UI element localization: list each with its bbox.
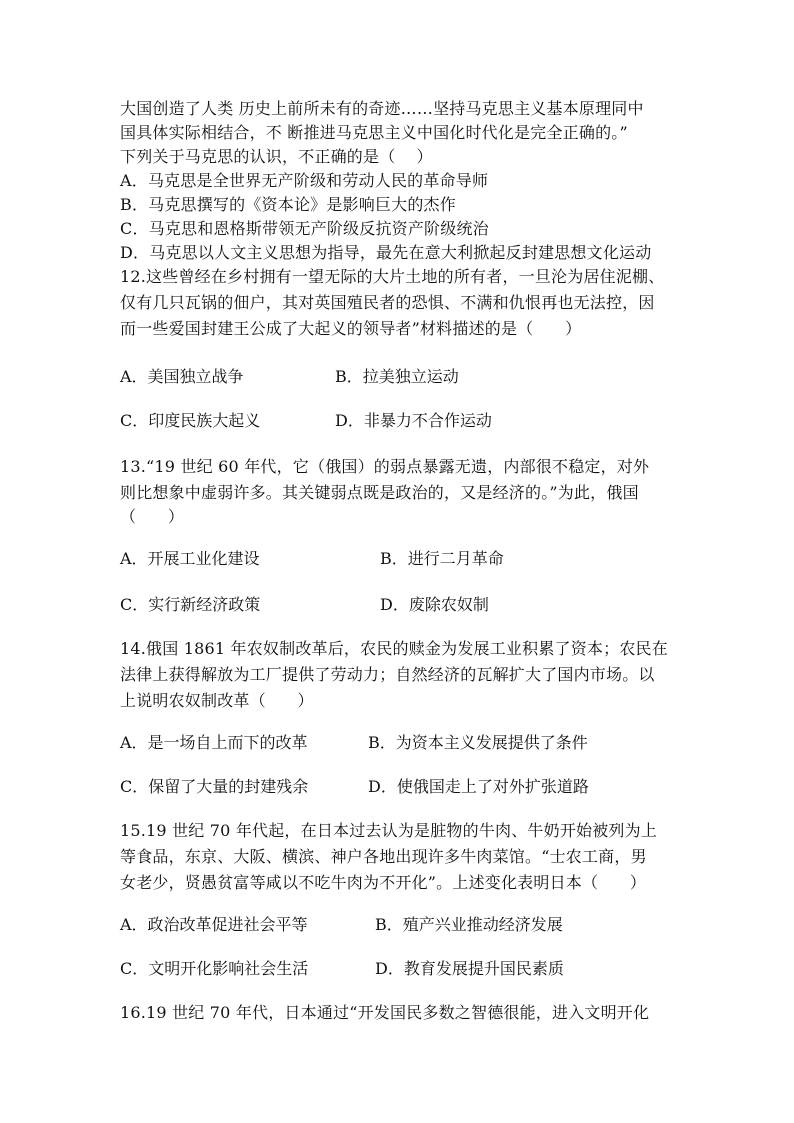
q12-option-c: C．印度民族大起义 [120, 411, 261, 430]
q12-option-b: B．拉美独立运动 [335, 367, 459, 386]
q11-option-d: D．马克思以人文主义思想为指导，最先在意大利掀起反封建思想文化运动 [120, 243, 652, 262]
q13-option-d: D．废除农奴制 [380, 595, 489, 614]
q13-stem-line-1: 13.“19 世纪 60 年代，它（俄国）的弱点暴露无遗，内部很不稳定，对外 [120, 457, 650, 476]
q14-option-a: A．是一场自上而下的改革 [120, 733, 308, 752]
q13-option-a: A．开展工业化建设 [120, 549, 260, 568]
q13-stem-line-3: （ ） [120, 507, 185, 526]
q12-stem-line-3: 而一些爱国封建王公成了大起义的领导者”材料描述的是（ ） [120, 319, 582, 338]
q11-stem-line-1: 大国创造了人类 历史上前所未有的奇迹……坚持马克思主义基本原理同中 [120, 99, 644, 118]
q11-option-b: B．马克思撰写的《资本论》是影响巨大的杰作 [120, 195, 456, 214]
q15-option-a: A．政治改革促进社会平等 [120, 915, 308, 934]
q12-option-a: A．美国独立战争 [120, 367, 244, 386]
q13-option-c: C．实行新经济政策 [120, 595, 261, 614]
q11-option-a: A．马克思是全世界无产阶级和劳动人民的革命导师 [120, 171, 489, 190]
q14-option-c: C．保留了大量的封建残余 [120, 777, 309, 796]
q13-stem-line-2: 则比想象中虚弱许多。其关键弱点既是政治的，又是经济的。”为此，俄国 [120, 483, 639, 502]
q14-option-d: D．使俄国走上了对外扩张道路 [368, 777, 589, 796]
q15-stem-line-1: 15.19 世纪 70 年代起，在日本过去认为是脏物的牛肉、牛奶开始被列为上 [120, 821, 658, 840]
q14-option-b: B．为资本主义发展提供了条件 [368, 733, 588, 752]
q16-stem-line-1: 16.19 世纪 70 年代，日本通过“开发国民多数之智德很能，进入文明开化 [120, 1003, 650, 1022]
q11-stem-line-2: 国具体实际相结合，不 断推进马克思主义中国化时代化是完全正确的。” [120, 123, 628, 142]
q15-stem-line-2: 等食品，东京、大阪、横滨、神户各地出现许多牛肉菜馆。“士农工商，男 [120, 847, 647, 866]
q11-option-c: C．马克思和恩格斯带领无产阶级反抗资产阶级统治 [120, 219, 489, 238]
q15-option-c: C．文明开化影响社会生活 [120, 959, 309, 978]
q14-stem-line-3: 上说明农奴制改革（ ） [120, 691, 314, 710]
q12-stem-line-2: 仅有几只瓦锅的佃户，其对英国殖民者的恐惧、不满和仇恨再也无法控，因 [120, 293, 655, 312]
q14-stem-line-1: 14.俄国 1861 年农奴制改革后，农民的赎金为发展工业积累了资本；农民在 [120, 639, 668, 658]
q12-stem-line-1: 12.这些曾经在乡村拥有一望无际的大片土地的所有者，一旦沦为居住泥棚、 [120, 267, 665, 286]
q15-stem-line-3: 女老少，贤愚贫富等咸以不吃牛肉为不开化”。上述变化表明日本（ ） [120, 873, 647, 892]
q11-stem-line-3: 下列关于马克思的认识，不正确的是（ ） [120, 147, 433, 166]
q15-option-d: D．教育发展提升国民素质 [375, 959, 564, 978]
q12-option-d: D．非暴力不合作运动 [335, 411, 492, 430]
q15-option-b: B．殖产兴业推动经济发展 [375, 915, 563, 934]
q13-option-b: B．进行二月革命 [380, 549, 504, 568]
q14-stem-line-2: 法律上获得解放为工厂提供了劳动力；自然经济的瓦解扩大了国内市场。以 [120, 665, 655, 684]
